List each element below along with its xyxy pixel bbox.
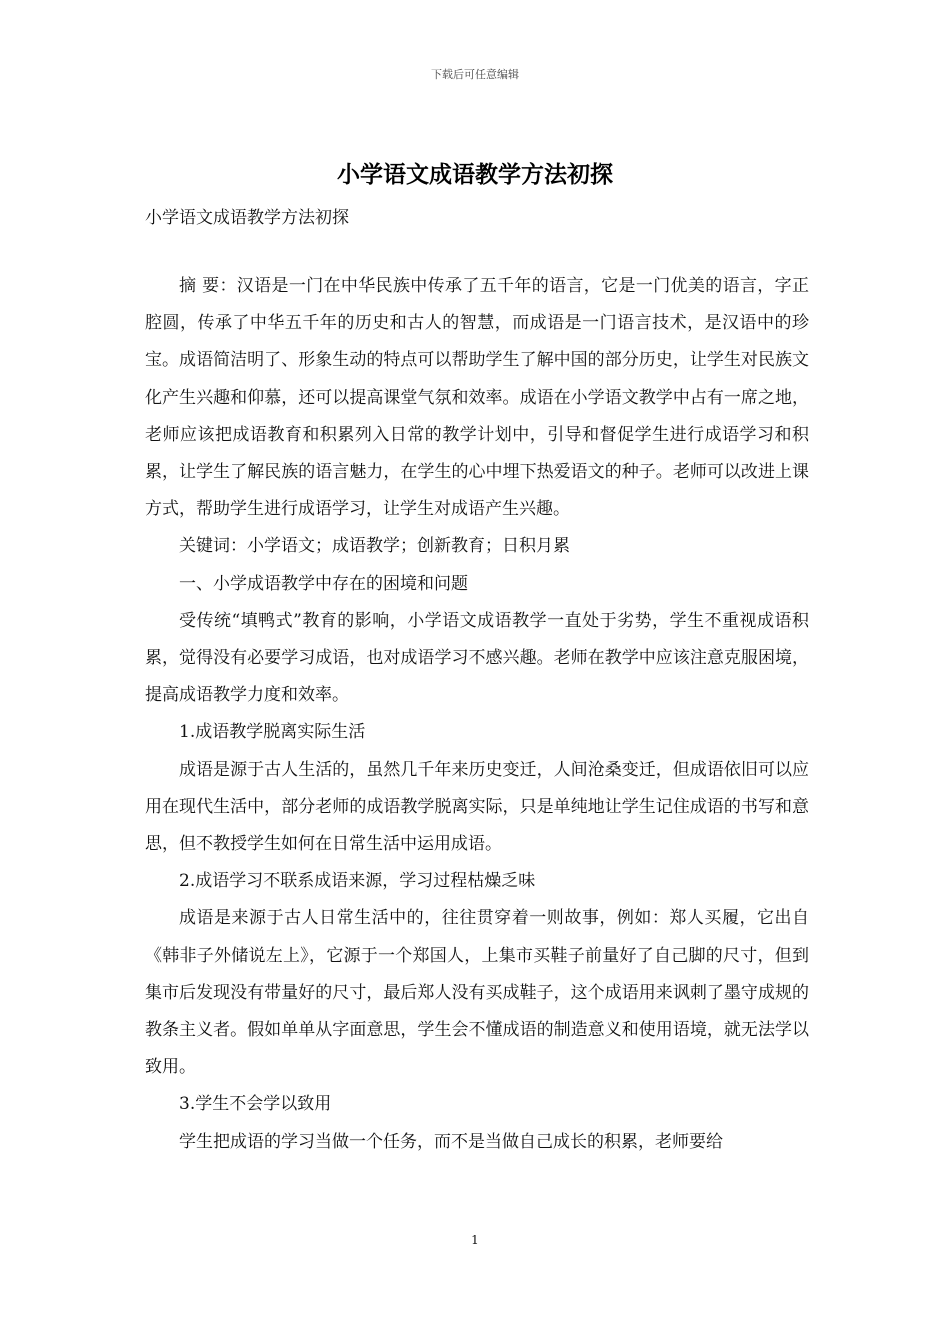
document-title: 小学语文成语教学方法初探 <box>337 162 613 188</box>
subsection-heading: 1.成语教学脱离实际生活 <box>179 722 366 743</box>
body-paragraph: 成语是源于古人生活的，虽然几千年来历史变迁，人间沧桑变迁，但成语依旧可以应用在现代生活中，部分老师的成语教学脱离实际，只是单纯地让学生记住成语的书写和意思，但不教授学生如何在日常生活中运用成语。 <box>145 759 809 855</box>
section-heading: 一、小学成语教学中存在的困境和问题 <box>179 573 468 594</box>
subsection-heading: 3.学生不会学以致用 <box>179 1094 332 1115</box>
body-paragraph: 成语是来源于古人日常生活中的，往往贯穿着一则故事，例如：郑人买履，它出自《韩非子外储说左上》，它源于一个郑国人，上集市买鞋子前量好了自己脚的尺寸，但到集市后发现没有带量好的尺寸，最后郑人没有买成鞋子，这个成语用来讽刺了墨守成规的教条主义者。假如单单从字面意思，学生会不懂成语的制造意义和使用语境，就无法学以致用。 <box>145 908 809 1078</box>
document-subtitle: 小学语文成语教学方法初探 <box>145 208 349 228</box>
page-number: 1 <box>471 1233 479 1247</box>
keywords-paragraph: 关键词：小学语文；成语教学；创新教育；日积月累 <box>179 536 570 557</box>
body-paragraph: 学生把成语的学习当做一个任务，而不是当做自己成长的积累，老师要给 <box>179 1131 723 1152</box>
subsection-heading: 2.成语学习不联系成语来源，学习过程枯燥乏味 <box>179 871 536 892</box>
body-paragraph: 受传统“填鸭式”教育的影响，小学语文成语教学一直处于劣势，学生不重视成语积累，觉得没有必要学习成语，也对成语学习不感兴趣。老师在教学中应该注意克服困境，提高成语教学力度和效率。 <box>145 610 809 706</box>
document-body <box>145 268 809 1161</box>
abstract-paragraph: 摘 要：汉语是一门在中华民族中传承了五千年的语言，它是一门优美的语言，字正腔圆，传承了中华五千年的历史和古人的智慧，而成语是一门语言技术，是汉语中的珍宝。成语简洁明了、形象生动的特点可以帮助学生了解中国的部分历史，让学生对民族文化产生兴趣和仰慕，还可以提高课堂气氛和效率。成语在小学语文教学中占有一席之地，老师应该把成语教育和积累列入日常的教学计划中，引导和督促学生进行成语学习和积累，让学生了解民族的语言魅力，在学生的心中埋下热爱语文的种子。老师可以改进上课方式，帮助学生进行成语学习，让学生对成语产生兴趣。 <box>145 276 809 520</box>
header-note: 下载后可任意编辑 <box>431 68 519 81</box>
